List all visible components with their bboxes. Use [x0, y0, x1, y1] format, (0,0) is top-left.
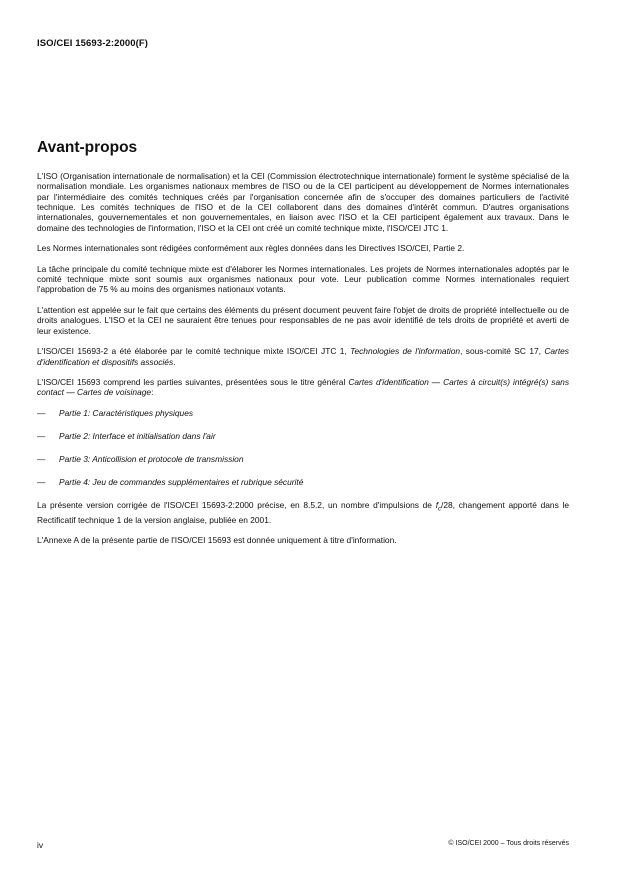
- parts-list: [37, 408, 569, 488]
- list-item: [37, 408, 569, 418]
- paragraph-main-task: La tâche principale du comité technique mixte est d'élaborer les Normes internationales. Les projets de Normes internationales adoptés par le comité technique mixte sont soumis aux organismes nationaux pour vote. Leur publication comme Normes internationales requiert l'approbation de 75 % au moins des organismes nationaux votants.: [37, 263, 569, 295]
- text-segment: :: [151, 387, 154, 398]
- text-segment: La présente version corrigée de l'ISO/CEI 15693-2:2000 précise, en 8.5.2, un nombre d'impulsions de: [37, 499, 436, 510]
- foreword-body: [37, 171, 569, 556]
- list-item: [37, 454, 569, 464]
- dash-bullet: —: [37, 407, 46, 418]
- section-title: Avant-propos: [37, 139, 138, 156]
- paragraph-corrected-version: [37, 500, 569, 525]
- subcommittee-title: Cartes d'identification et dispositifs associés: [37, 346, 569, 367]
- list-item-text: Partie 4: Jeu de commandes supplémentaires et rubrique sécurité: [59, 477, 304, 488]
- list-item-text: Partie 3: Anticollision et protocole de transmission: [59, 454, 244, 465]
- paragraph-annex-note: L'Annexe A de la présente partie de l'ISO/CEI 15693 est donnée uniquement à titre d'information.: [37, 535, 397, 546]
- dash-bullet: —: [37, 477, 46, 488]
- text-segment: /28, changement apporté dans le Rectificatif technique 1 de la version anglaise, publiée en 2001.: [37, 499, 569, 525]
- committee-title: Technologies de l'information: [350, 346, 461, 357]
- symbol-f: f: [435, 499, 439, 510]
- paragraph-prepared-by: [37, 346, 569, 367]
- document-id-header: ISO/CEI 15693-2:2000(F): [37, 38, 149, 49]
- paragraph-patent-notice: L'attention est appelée sur le fait que certains des éléments du présent document peuvent faire l'objet de droits de propriété intellectuelle ou de droits analogues. L'ISO et la CEI ne sauraient être tenues pour responsables de ne pas avoir identifié de tels droits de propriété et averti de leur existence.: [37, 305, 569, 336]
- paragraph-organizations: L'ISO (Organisation internationale de normalisation) et la CEI (Commission électrotechnique internationale) forment le système spécialisé de la normalisation mondiale. Les organismes nationaux membres de l'ISO ou de la CEI participent au développement de Normes internationales par l'intermédiaire des comités techniques créés par l'organisation concernée afin de s'occuper des domaines particuliers de l'activité technique. Les comités techniques de l'ISO et de la CEI collaborent dans des domaines d'intérêt commun. D'autres organisations internationales, gouvernementales et non gouvernementales, en liaison avec l'ISO et la CEI participent également aux travaux. Dans le domaine des technologies de l'information, l'ISO et la CEI ont créé un comité technique mixte, l'ISO/CEI JTC 1.: [37, 171, 569, 233]
- text-segment: L'ISO/CEI 15693 comprend les parties suivantes, présentées sous le titre général: [37, 377, 349, 388]
- list-item-text: Partie 2: Interface et initialisation dans l'air: [59, 431, 216, 442]
- copyright-notice: © ISO/CEI 2000 – Tous droits réservés: [448, 840, 569, 847]
- text-segment: , sous-comité SC 17,: [460, 346, 545, 357]
- list-item: [37, 477, 569, 487]
- text-segment: L'ISO/CEI 15693-2 a été élaborée par le comité technique mixte ISO/CEI JTC 1,: [37, 346, 351, 357]
- paragraph-directives: Les Normes internationales sont rédigées conformément aux règles données dans les Directives ISO/CEI, Partie 2.: [37, 243, 465, 254]
- page-number: iv: [37, 840, 44, 850]
- paragraph-parts-intro: [37, 377, 569, 398]
- dash-bullet: —: [37, 431, 46, 442]
- list-item-text: Partie 1: Caractéristiques physiques: [59, 407, 194, 418]
- general-title: Cartes d'identification — Cartes à circuit(s) intégré(s) sans contact — Cartes de voisinage: [37, 377, 570, 398]
- symbol-subscript: c: [438, 506, 442, 513]
- list-item: [37, 431, 569, 441]
- text-segment: .: [173, 356, 176, 367]
- dash-bullet: —: [37, 454, 46, 465]
